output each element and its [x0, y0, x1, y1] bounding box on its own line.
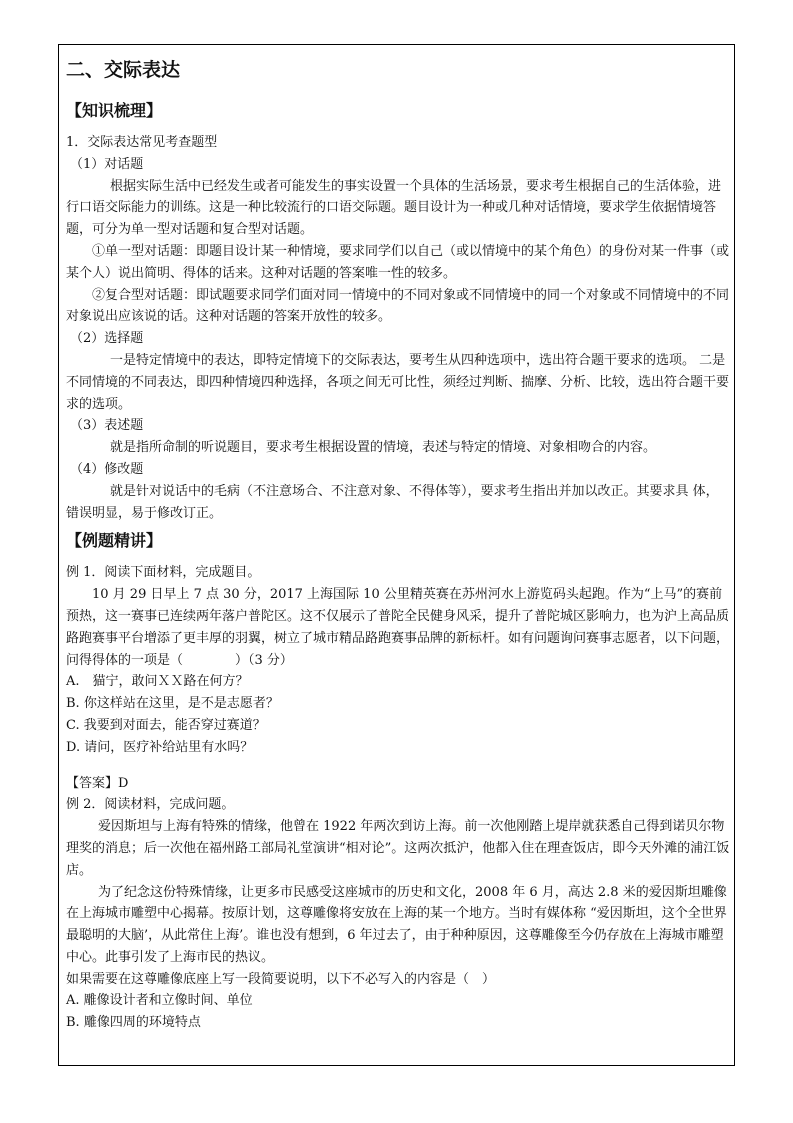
subheading-statement: （3）表述题: [70, 418, 144, 434]
subheading-revision: （4）修改题: [70, 461, 144, 477]
section-title: 二、交际表达: [66, 59, 181, 81]
compound-dialogue-paragraph: ②复合型对话题：即试题要求同学们面对同一情境中的不同对象或不同情境中的同一个对象或不同情境中的不同对象说出应该说的话。这种对话题的答案开放性的较多。: [66, 287, 730, 325]
example-2-option: A. 雕像设计者和立像时间、单位: [66, 993, 253, 1009]
choice-paragraph: 一是特定情境中的表达，即特定情境下的交际表达，要考生从四种选项中，选出符合题干要求的选项。 二是不同情境的不同表达，即四种情境四种选择，各项之间无可比性，须经过判断、揣摩、分析、比较，选出符合题干要求的选项。: [66, 352, 730, 412]
example-2-question: 如果需要在这尊雕像底座上写一段简要说明，以下不必写入的内容是（ ）: [66, 971, 496, 987]
example-1-body: 10 月 29 日早上 7 点 30 分，2017 上海国际 10 公里精英赛在苏州河水上游览码头起跑。作为“上马”的赛前预热，这一赛事已连续两年落户普陀区。这不仅展示了普陀全民健身风采，提升了普陀城区影响力，也为沪上高品质路跑赛事平台增添了更丰厚的羽翼，树立了城市精品路跑赛事品牌的新标杆。如有问题询问赛事志愿者，以下问题，问得得体的一项是（ ）（3 分）: [66, 587, 730, 668]
example-2-paragraph-1: 爱因斯坦与上海有特殊的情缘，他曾在 1922 年两次到访上海。前一次他刚踏上堤岸就获悉自己得到诺贝尔物理奖的消息；后一次他在福州路工部局礼堂演讲“相对论”。这两次抵沪，他都入住在理查饭店，即今天外滩的浦江饭店。: [66, 819, 730, 878]
subheading-dialogue: （1）对话题: [70, 156, 144, 172]
example-1-answer: 【答案】D: [66, 775, 129, 791]
example-1-option: A. 猫宁，敢问ＸＸ路在何方？: [66, 674, 249, 690]
knowledge-item-1: 1．交际表达常见考查题型: [66, 135, 218, 150]
example-1-title: 例 1．阅读下面材料，完成题目。: [66, 565, 261, 581]
example-2-title: 例 2．阅读材料，完成问题。: [66, 797, 235, 813]
single-dialogue-paragraph: ①单一型对话题：即题目设计某一种情境，要求同学们以自己（或以情境中的某个角色）的身份对某一件事（或某个人）说出简明、得体的话来。这种对话题的答案唯一性的较多。: [66, 243, 730, 281]
subheading-choice: （2）选择题: [70, 331, 144, 347]
example-1-option: D. 请问，医疗补给站里有水吗？: [66, 739, 254, 755]
example-1-option: B. 你这样站在这里，是不是志愿者？: [66, 696, 279, 712]
example-1-option: C. 我要到对面去，能否穿过赛道？: [66, 717, 266, 733]
examples-heading: 【例题精讲】: [66, 531, 163, 551]
revision-paragraph: 就是针对说话中的毛病（不注意场合、不注意对象、不得体等），要求考生指出并加以改正。其要求具 体，错误明显，易于修改订正。: [66, 483, 719, 521]
example-2-paragraph-2: 为了纪念这份特殊情缘，让更多市民感受这座城市的历史和文化，2008 年 6 月，高达 2.8 米的爱因斯坦雕像在上海城市雕塑中心揭幕。按原计划，这尊雕像将安放在上海的某一个地方。当时有媒体称 “爱因斯坦，这个全世界最聪明的大脑’，从此常住上海’。谁也没有想到，6 年过去了，由于种种原因，这尊雕像至今仍存放在上海城市雕塑中心。此事引发了上海市民的热议。: [66, 884, 727, 965]
document-content: [66, 56, 730, 1034]
dialogue-paragraph: 根据实际生活中已经发生或者可能发生的事实设置一个具体的生活场景，要求考生根据自己的生活体验，进行口语交际能力的训练。这是一种比较流行的口语交际题。题目设计为一种或几种对话情境，要求学生依据情境答题，可分为单一型对话题和复合型对话题。: [66, 178, 722, 238]
example-2-option: B. 雕像四周的环境特点: [66, 1015, 201, 1031]
statement-paragraph: 就是指所命制的听说题目，要求考生根据设置的情境，表述与特定的情境、对象相吻合的内容。: [110, 440, 657, 456]
knowledge-heading: 【知识梳理】: [66, 101, 163, 120]
